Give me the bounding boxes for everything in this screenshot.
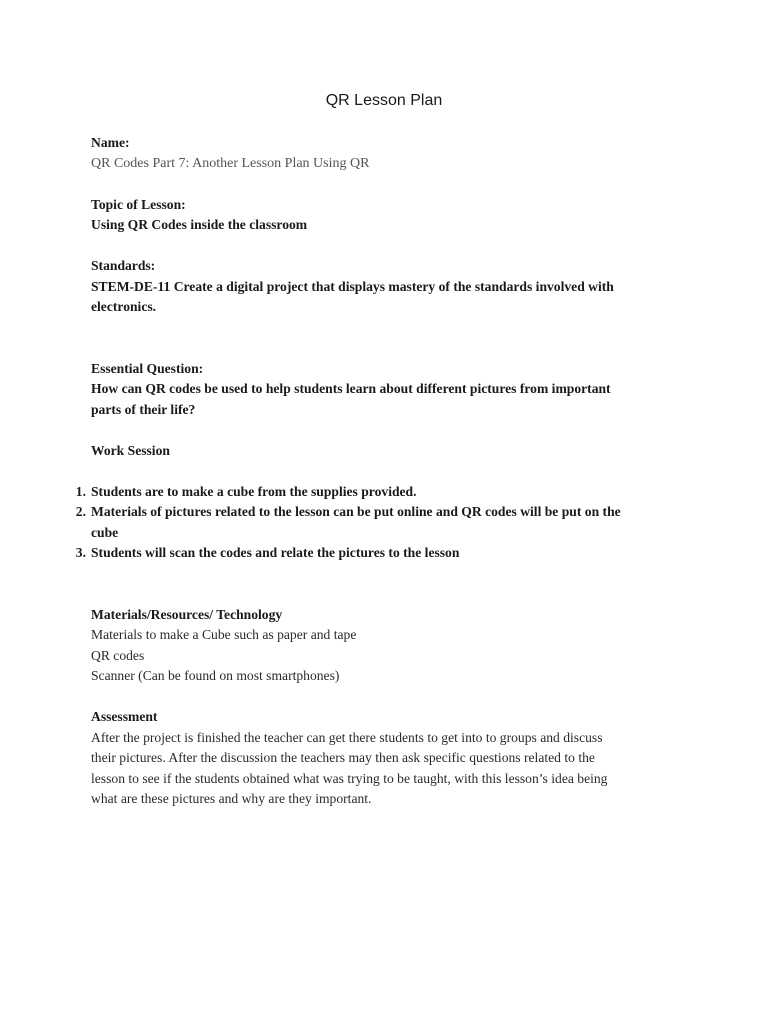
materials-item: Materials to make a Cube such as paper and tape xyxy=(91,627,357,642)
name-value: QR Codes Part 7: Another Lesson Plan Using QR xyxy=(91,155,370,171)
essential-question-line-1: How can QR codes be used to help students learn about different pictures from important xyxy=(91,381,611,396)
list-item xyxy=(75,543,691,564)
essential-question-line-2: parts of their life? xyxy=(91,401,196,417)
step-number: 2. xyxy=(75,504,86,519)
assessment-line: what are these pictures and why are they important. xyxy=(91,791,372,806)
standards-label: Standards: xyxy=(91,258,156,273)
step-text: Students are to make a cube from the supplies provided. xyxy=(91,483,417,499)
essential-question-label: Essential Question: xyxy=(91,360,204,376)
assessment-line: After the project is finished the teacher can get there students to get into to groups and discuss xyxy=(91,729,603,745)
list-item xyxy=(75,482,691,503)
name-label: Name: xyxy=(91,135,130,150)
assessment-line: lesson to see if the students obtained what was trying to be taught, with this lesson’s idea being xyxy=(91,770,608,786)
work-session-steps xyxy=(75,482,691,564)
step-text-continued: cube xyxy=(91,524,119,540)
standards-line-1: STEM-DE-11 Create a digital project that displays mastery of the standards involved with xyxy=(91,278,614,294)
materials-item: QR codes xyxy=(91,647,145,663)
step-text: Materials of pictures related to the lesson can be put online and QR codes will be put on the xyxy=(91,504,621,519)
document-title: QR Lesson Plan xyxy=(325,92,443,109)
document-body xyxy=(75,133,691,810)
assessment-line: their pictures. After the discussion the teachers may then ask specific questions related to the xyxy=(91,750,595,765)
step-number: 1. xyxy=(75,483,86,499)
materials-label: Materials/Resources/ Technology xyxy=(91,606,283,622)
topic-label: Topic of Lesson: xyxy=(91,196,186,212)
list-item xyxy=(75,502,691,543)
standards-line-2: electronics. xyxy=(91,299,157,314)
step-number: 3. xyxy=(75,545,86,560)
topic-value: Using QR Codes inside the classroom xyxy=(91,217,308,232)
step-text: Students will scan the codes and relate the pictures to the lesson xyxy=(91,545,460,560)
work-session-label: Work Session xyxy=(91,442,170,458)
assessment-label: Assessment xyxy=(91,709,158,724)
materials-item: Scanner (Can be found on most smartphones) xyxy=(91,668,340,683)
